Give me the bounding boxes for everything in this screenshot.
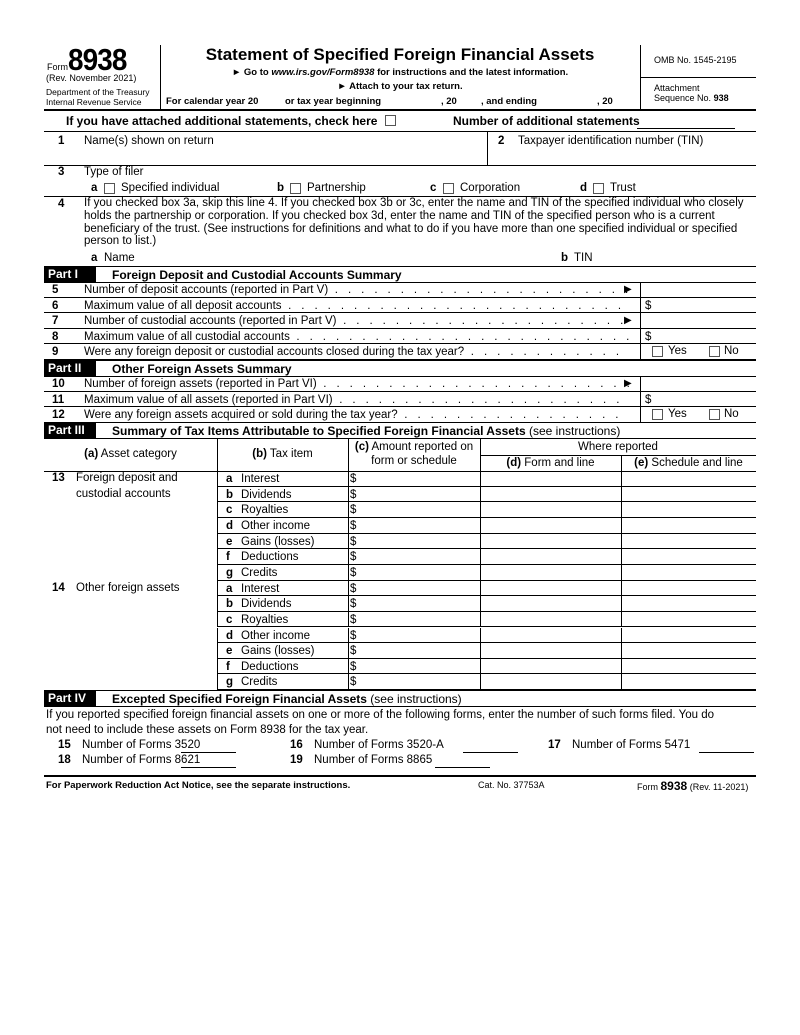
forms-count-label: Number of Forms 5471 xyxy=(572,739,691,751)
yes-label: Yes xyxy=(668,408,687,421)
line-9-yes-checkbox[interactable] xyxy=(652,346,663,357)
schedule-and-line-input[interactable] xyxy=(621,549,756,565)
line-6-amount-input[interactable] xyxy=(654,298,754,312)
dollar-sign: $ xyxy=(350,551,357,564)
form-and-line-input[interactable] xyxy=(480,612,621,628)
line-label: Maximum value of all deposit accounts . . . xyxy=(84,300,629,312)
tax-item-letter: g xyxy=(226,676,234,689)
dollar-sign: $ xyxy=(350,660,357,673)
form-and-line-input[interactable] xyxy=(480,628,621,644)
part4-label: Part IV xyxy=(44,691,96,706)
filer-checkbox-specified-individual[interactable] xyxy=(104,183,115,194)
line-number: 5 xyxy=(52,284,59,296)
line-6-row xyxy=(44,298,756,314)
forms-count-label: Number of Forms 8865 xyxy=(314,754,433,766)
col-letter: (b) xyxy=(252,448,267,460)
col-label: Tax item xyxy=(266,448,313,460)
number-statements-label: Number of additional statements xyxy=(453,114,640,128)
part3-label: Part III xyxy=(44,423,96,438)
form-and-line-input[interactable] xyxy=(480,534,621,550)
tax-item-row xyxy=(44,628,756,644)
instructions-link[interactable]: www.irs.gov/Form8938 xyxy=(271,67,375,78)
amount-input[interactable] xyxy=(348,596,480,612)
line-label: Were any foreign deposit or custodial accounts closed during the tax year? . . . xyxy=(84,346,629,358)
tax-item-label: Credits xyxy=(241,566,278,579)
attachment-label: Attachment xyxy=(654,83,700,93)
filer-checkbox-corporation[interactable] xyxy=(443,183,454,194)
tax-item-letter: f xyxy=(226,551,230,564)
yes-label: Yes xyxy=(668,345,687,358)
amount-input[interactable] xyxy=(348,518,480,534)
tax-item-row xyxy=(44,549,756,565)
amount-input[interactable] xyxy=(348,659,480,675)
line-label: Maximum value of all assets (reported in Part VI) . . . xyxy=(84,394,629,406)
tax-item-row xyxy=(44,518,756,534)
col-a-header xyxy=(44,449,217,461)
amount-input[interactable] xyxy=(348,471,480,487)
schedule-and-line-input[interactable] xyxy=(621,471,756,487)
line-number: 17 xyxy=(548,739,561,751)
tin-label: Taxpayer identification number (TIN) xyxy=(518,135,704,147)
tin-input[interactable] xyxy=(490,150,754,164)
tax-item-label: Dividends xyxy=(241,598,292,611)
dollar-sign: $ xyxy=(645,299,652,312)
tax-item-row xyxy=(44,487,756,503)
attach-note: ► Attach to your tax return. xyxy=(337,81,463,92)
tax-item-letter: a xyxy=(226,473,233,485)
year-suffix-1: , 20 xyxy=(441,96,457,107)
form-number: 8938 xyxy=(68,42,127,77)
form-and-line-input[interactable] xyxy=(480,565,621,581)
schedule-and-line-input[interactable] xyxy=(621,487,756,503)
part3-header xyxy=(44,423,756,439)
tax-item-letter: d xyxy=(226,629,234,642)
line-12-no-checkbox[interactable] xyxy=(709,409,720,420)
line-7-row xyxy=(44,313,756,329)
forms-count-input-16[interactable] xyxy=(463,752,518,753)
col-label: Schedule and line xyxy=(648,457,743,469)
tax-item-label: Other income xyxy=(241,519,311,532)
tax-item-label: Royalties xyxy=(241,613,289,626)
amount-input[interactable] xyxy=(348,549,480,565)
tax-item-row xyxy=(44,596,756,612)
tax-item-row xyxy=(44,659,756,675)
and-ending-label: , and ending xyxy=(481,96,537,107)
form-and-line-input[interactable] xyxy=(480,581,621,597)
sequence-label: Sequence No. xyxy=(654,93,712,103)
paperwork-notice: For Paperwork Reduction Act Notice, see the separate instructions. xyxy=(46,780,351,791)
line-number: 15 xyxy=(58,739,71,751)
divider xyxy=(640,329,641,344)
forms-count-input-18[interactable] xyxy=(181,767,236,768)
tax-item-row xyxy=(44,612,756,628)
arrow-icon: ▶ xyxy=(624,284,632,295)
line-label: Number of foreign assets (reported in Part VI) . . . xyxy=(84,378,629,390)
tax-item-row xyxy=(44,674,756,690)
line-number: 1 xyxy=(58,135,65,147)
tax-item-letter: f xyxy=(226,660,230,673)
line-label: Number of custodial accounts (reported in Part V) . . . xyxy=(84,315,629,327)
forms-count-input-19[interactable] xyxy=(435,767,490,768)
tax-item-cell xyxy=(217,565,348,581)
dollar-sign: $ xyxy=(645,393,652,406)
schedule-and-line-input[interactable] xyxy=(621,628,756,644)
dollar-sign: $ xyxy=(350,488,357,501)
part2-title: Other Foreign Assets Summary xyxy=(112,362,292,376)
dollar-sign: $ xyxy=(350,676,357,689)
revision: (Rev. November 2021) xyxy=(46,73,137,83)
dollar-sign: $ xyxy=(350,613,357,626)
tax-item-letter: g xyxy=(226,566,234,579)
tax-item-letter: b xyxy=(226,488,234,501)
amount-input[interactable] xyxy=(348,628,480,644)
tax-item-label: Gains (losses) xyxy=(241,645,315,658)
part3-title xyxy=(112,424,620,438)
line-number: 11 xyxy=(52,393,65,406)
col-letter: (d) xyxy=(506,457,522,469)
tax-item-row xyxy=(44,565,756,581)
arrow-icon: ▶ xyxy=(624,315,632,327)
divider xyxy=(480,455,756,456)
line-11-amount-input[interactable] xyxy=(654,392,754,406)
line-9-row xyxy=(44,344,756,360)
dollar-sign: $ xyxy=(645,330,652,343)
amount-input[interactable] xyxy=(348,487,480,503)
line-number: 3 xyxy=(58,166,65,178)
divider xyxy=(640,298,641,313)
catalog-number: Cat. No. 37753A xyxy=(478,780,545,790)
schedule-and-line-input[interactable] xyxy=(621,612,756,628)
line-10-input[interactable] xyxy=(642,376,756,390)
line-8-amount-input[interactable] xyxy=(654,329,754,343)
filer-option-letter: d xyxy=(580,182,588,194)
divider xyxy=(640,313,641,328)
line-9-no-checkbox[interactable] xyxy=(709,346,720,357)
form-and-line-input[interactable] xyxy=(480,549,621,565)
tax-item-label: Dividends xyxy=(241,488,292,501)
line-label: Number of deposit accounts (reported in Part V) . . . xyxy=(84,284,629,296)
tax-item-letter: a xyxy=(226,582,233,595)
line-11-row xyxy=(44,392,756,408)
irs: Internal Revenue Service xyxy=(46,97,142,107)
instr-prefix: ► Go to xyxy=(231,67,272,78)
number-statements-input[interactable] xyxy=(637,128,735,129)
tax-item-row xyxy=(44,581,756,597)
part1-label: Part I xyxy=(44,267,96,282)
form-and-line-input[interactable] xyxy=(480,487,621,503)
line-number: 12 xyxy=(52,409,65,422)
col-letter: (a) xyxy=(84,448,99,460)
col-label: Asset category xyxy=(98,448,177,460)
form-label: Form xyxy=(47,62,68,72)
sequence-number xyxy=(654,94,729,103)
name-label: Name(s) shown on return xyxy=(84,135,214,147)
instructions-line xyxy=(160,68,640,78)
schedule-and-line-input[interactable] xyxy=(621,502,756,518)
amount-input[interactable] xyxy=(348,565,480,581)
tax-item-label: Other income xyxy=(241,629,311,642)
part4-title xyxy=(112,692,462,706)
sequence-value: 938 xyxy=(713,93,729,103)
col-label: Form and line xyxy=(521,457,595,469)
calendar-year-label: For calendar year 20 xyxy=(166,96,259,107)
line4a-letter: a xyxy=(91,252,98,264)
schedule-and-line-input[interactable] xyxy=(621,581,756,597)
dollar-sign: $ xyxy=(350,519,357,532)
dollar-sign: $ xyxy=(350,504,357,517)
name-input[interactable] xyxy=(84,150,484,164)
department: Department of the Treasury xyxy=(46,87,150,97)
dollar-sign: $ xyxy=(350,582,357,595)
line-10-row xyxy=(44,376,756,392)
dollar-sign: $ xyxy=(350,598,357,611)
part4-title-text: Excepted Specified Foreign Financial Assets xyxy=(112,692,367,706)
line-12-row xyxy=(44,407,756,423)
part2-label: Part II xyxy=(44,361,96,376)
footer-rev: (Rev. 11-2021) xyxy=(687,782,749,792)
col-b-header xyxy=(217,449,348,461)
asset-category-label: custodial accounts xyxy=(76,487,171,500)
schedule-and-line-input[interactable] xyxy=(621,596,756,612)
part4-title-note: (see instructions) xyxy=(366,692,462,706)
form-and-line-input[interactable] xyxy=(480,596,621,612)
schedule-and-line-input[interactable] xyxy=(621,643,756,659)
part2-header xyxy=(44,360,756,377)
divider xyxy=(44,775,756,777)
form-and-line-input[interactable] xyxy=(480,674,621,690)
schedule-and-line-input[interactable] xyxy=(621,534,756,550)
amount-input[interactable] xyxy=(348,674,480,690)
tax-item-letter: e xyxy=(226,645,233,658)
instr-suffix: for instructions and the latest information. xyxy=(374,67,569,78)
part4-intro: not need to include these assets on Form 8938 for the tax year. xyxy=(46,724,369,736)
line-number: 9 xyxy=(52,346,59,359)
col-c-header xyxy=(348,442,480,454)
divider xyxy=(640,282,641,297)
line-number: 4 xyxy=(58,198,65,210)
filer-option-letter: c xyxy=(430,182,437,194)
line-5-row xyxy=(44,282,756,298)
line4a-name-input[interactable] xyxy=(140,251,550,265)
form-and-line-input[interactable] xyxy=(480,502,621,518)
tax-year-beginning-label: or tax year beginning xyxy=(285,96,382,107)
amount-input[interactable] xyxy=(348,643,480,659)
tax-item-row xyxy=(44,643,756,659)
dollar-sign: $ xyxy=(350,645,357,658)
line4b-tin-label: TIN xyxy=(574,252,593,264)
divider xyxy=(487,131,488,165)
divider xyxy=(44,131,756,132)
form-title: Statement of Specified Foreign Financial Assets xyxy=(205,45,595,64)
filer-option-label: Partnership xyxy=(307,182,366,194)
tax-item-label: Credits xyxy=(241,676,278,689)
schedule-and-line-input[interactable] xyxy=(621,565,756,581)
omb-number: OMB No. 1545-2195 xyxy=(654,55,737,65)
divider xyxy=(640,407,641,422)
filer-option-label: Corporation xyxy=(460,182,521,194)
forms-count-label: Number of Forms 3520 xyxy=(82,739,201,751)
tax-item-letter: d xyxy=(226,519,234,532)
col-d-header xyxy=(480,458,621,470)
col-letter: (e) xyxy=(634,457,649,469)
tax-item-label: Royalties xyxy=(241,504,289,517)
tax-item-letter: b xyxy=(226,598,234,611)
divider xyxy=(44,109,756,111)
line-number: 8 xyxy=(52,330,59,343)
schedule-and-line-input[interactable] xyxy=(621,518,756,534)
dollar-sign: $ xyxy=(350,535,357,548)
line4-instructions: If you checked box 3a, skip this line 4. If you checked box 3b or 3c, enter the name and TIN of the specified individual who closely holds the partnership or corporation. If you checked box 3d, enter the name and TIN of the specified person who is a current beneficiary of the trust. (See instructions for definitions and what to do if you have more than one specified individual or specified person to list.) xyxy=(84,197,744,248)
line4b-tin-input[interactable] xyxy=(600,251,750,265)
line-label: Maximum value of all custodial accounts . . . xyxy=(84,331,629,343)
col-label: Amount reported on xyxy=(368,441,474,453)
filer-option-label: Trust xyxy=(610,182,636,194)
footer-form-number: 8938 xyxy=(660,779,688,793)
forms-count-label: Number of Forms 8621 xyxy=(82,754,201,766)
schedule-and-line-input[interactable] xyxy=(621,674,756,690)
part1-header xyxy=(44,266,756,283)
tax-item-row xyxy=(44,534,756,550)
filer-option-label: Specified individual xyxy=(121,182,220,194)
tax-item-label: Deductions xyxy=(241,551,299,564)
line-number: 13 xyxy=(52,472,65,484)
footer-form-id xyxy=(637,780,748,792)
asset-category-label: Foreign deposit and xyxy=(76,472,178,484)
where-reported-header: Where reported xyxy=(578,441,658,453)
part3-title-note: (see instructions) xyxy=(525,424,621,438)
part3-title-text: Summary of Tax Items Attributable to Specified Foreign Financial Assets xyxy=(112,424,526,438)
line-8-row xyxy=(44,329,756,345)
filer-checkbox-trust[interactable] xyxy=(593,183,604,194)
line-12-yes-checkbox[interactable] xyxy=(652,409,663,420)
forms-count-label: Number of Forms 3520-A xyxy=(314,739,444,751)
tax-item-label: Interest xyxy=(241,473,280,485)
forms-count-input-15[interactable] xyxy=(181,752,236,753)
divider xyxy=(640,344,641,359)
type-of-filer-label: Type of filer xyxy=(84,166,144,178)
line-number: 18 xyxy=(58,754,71,766)
part1-title: Foreign Deposit and Custodial Accounts Summary xyxy=(112,268,402,282)
tax-item-label: Gains (losses) xyxy=(241,535,315,548)
filer-option-letter: b xyxy=(277,182,285,194)
forms-count-input-17[interactable] xyxy=(699,752,754,753)
tax-item-label: Interest xyxy=(241,582,280,595)
filer-option-letter: a xyxy=(91,182,98,194)
year-suffix-2: , 20 xyxy=(597,96,613,107)
dollar-sign: $ xyxy=(350,473,357,485)
line-number: 2 xyxy=(498,135,505,147)
amount-input[interactable] xyxy=(348,534,480,550)
additional-statements-checkbox[interactable] xyxy=(385,115,396,126)
no-label: No xyxy=(724,408,739,421)
asset-category-label: Other foreign assets xyxy=(76,581,180,594)
amount-input[interactable] xyxy=(348,581,480,597)
line-label: Were any foreign assets acquired or sold during the tax year? . . . xyxy=(84,409,629,421)
line-7-input[interactable] xyxy=(642,313,756,327)
line4a-name-label: Name xyxy=(104,252,135,264)
col-letter: (c) xyxy=(354,441,369,453)
tax-item-row xyxy=(44,502,756,518)
part4-header xyxy=(44,690,756,707)
footer-form-label: Form xyxy=(637,782,661,792)
tax-item-cell xyxy=(217,471,348,487)
tax-item-letter: c xyxy=(226,504,233,517)
tax-item-letter: c xyxy=(226,613,233,626)
filer-checkbox-partnership[interactable] xyxy=(290,183,301,194)
form-and-line-input[interactable] xyxy=(480,659,621,675)
form-and-line-input[interactable] xyxy=(480,471,621,487)
col-e-header xyxy=(621,458,756,470)
col-c-header-line2: form or schedule xyxy=(371,455,457,467)
tax-item-label: Deductions xyxy=(241,660,299,673)
additional-statements-label: If you have attached additional statements, check here xyxy=(66,114,378,128)
line-5-input[interactable] xyxy=(642,282,756,296)
amount-input[interactable] xyxy=(348,502,480,518)
line-number: 7 xyxy=(52,315,59,328)
arrow-icon: ▶ xyxy=(624,378,632,389)
tax-item-letter: e xyxy=(226,535,233,548)
line-number: 19 xyxy=(290,754,303,766)
line-number: 10 xyxy=(52,378,65,390)
divider xyxy=(640,77,756,78)
line-number: 14 xyxy=(52,581,65,594)
dollar-sign: $ xyxy=(350,629,357,642)
tax-item-cell xyxy=(217,581,348,597)
divider xyxy=(640,392,641,407)
divider xyxy=(640,376,641,391)
tax-item-cell xyxy=(217,674,348,690)
line-number: 6 xyxy=(52,299,59,312)
divider xyxy=(44,165,756,166)
form-and-line-input[interactable] xyxy=(480,643,621,659)
schedule-and-line-input[interactable] xyxy=(621,659,756,675)
amount-input[interactable] xyxy=(348,612,480,628)
no-label: No xyxy=(724,345,739,358)
dollar-sign: $ xyxy=(350,566,357,579)
part4-intro: If you reported specified foreign financial assets on one or more of the following forms, enter the number of such forms filed. You do xyxy=(46,709,715,721)
line4b-letter: b xyxy=(561,252,569,264)
line-number: 16 xyxy=(290,739,303,751)
tax-item-row xyxy=(44,471,756,487)
form-and-line-input[interactable] xyxy=(480,518,621,534)
